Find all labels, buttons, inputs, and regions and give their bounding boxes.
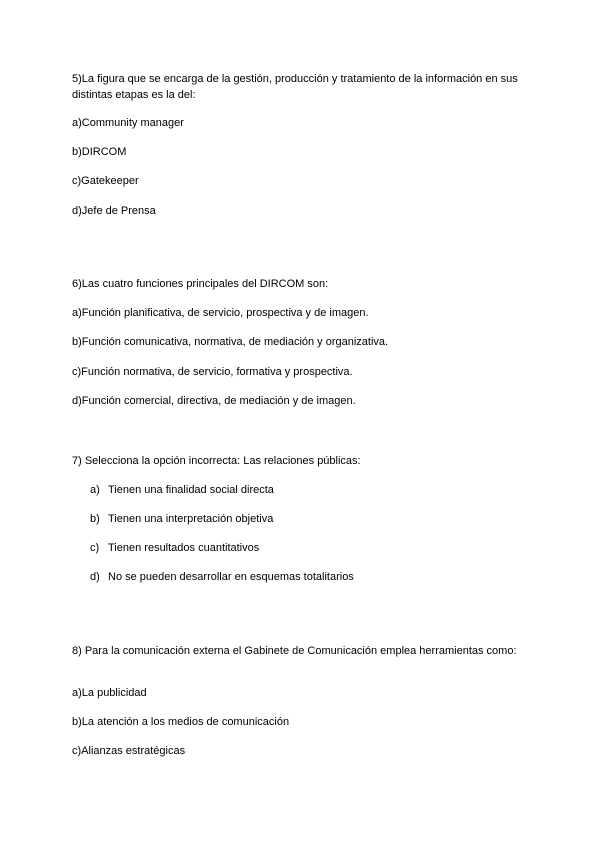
question-8-option-a: a)La publicidad: [72, 687, 147, 699]
option-text: Tienen resultados cuantitativos: [108, 542, 260, 554]
list-marker: d): [90, 571, 100, 583]
question-6-option-b: b)Función comunicativa, normativa, de mediación y organizativa.: [72, 336, 389, 348]
list-marker: a): [90, 484, 100, 496]
option-text: No se pueden desarrollar en esquemas totalitarios: [108, 571, 354, 583]
question-6-option-d: d)Función comercial, directiva, de mediación y de imagen.: [72, 395, 356, 407]
question-5-stem: 5)La figura que se encarga de la gestión, producción y tratamiento de la información en sus distintas etapas es la del:: [72, 73, 518, 101]
list-marker: b): [90, 513, 100, 525]
question-5-option-a: a)Community manager: [72, 117, 184, 129]
question-8-option-b: b)La atención a los medios de comunicación: [72, 716, 290, 728]
question-5-option-b: b)DIRCOM: [72, 146, 127, 158]
option-text: Tienen una finalidad social directa: [108, 484, 274, 496]
question-7-stem: 7) Selecciona la opción incorrecta: Las relaciones públicas:: [72, 455, 361, 467]
question-6-option-a: a)Función planificativa, de servicio, prospectiva y de imagen.: [72, 307, 369, 319]
option-text: Tienen una interpretación objetiva: [108, 513, 274, 525]
question-5-option-d: d)Jefe de Prensa: [72, 205, 156, 217]
list-marker: c): [90, 542, 100, 554]
question-6-stem: 6)Las cuatro funciones principales del DIRCOM son:: [72, 278, 329, 290]
question-5-option-c: c)Gatekeeper: [72, 175, 139, 187]
question-8-stem: 8) Para la comunicación externa el Gabinete de Comunicación emplea herramientas como:: [72, 645, 517, 657]
question-6-option-c: c)Función normativa, de servicio, formativa y prospectiva.: [72, 366, 353, 378]
question-8-option-c: c)Alianzas estratégicas: [72, 745, 186, 757]
